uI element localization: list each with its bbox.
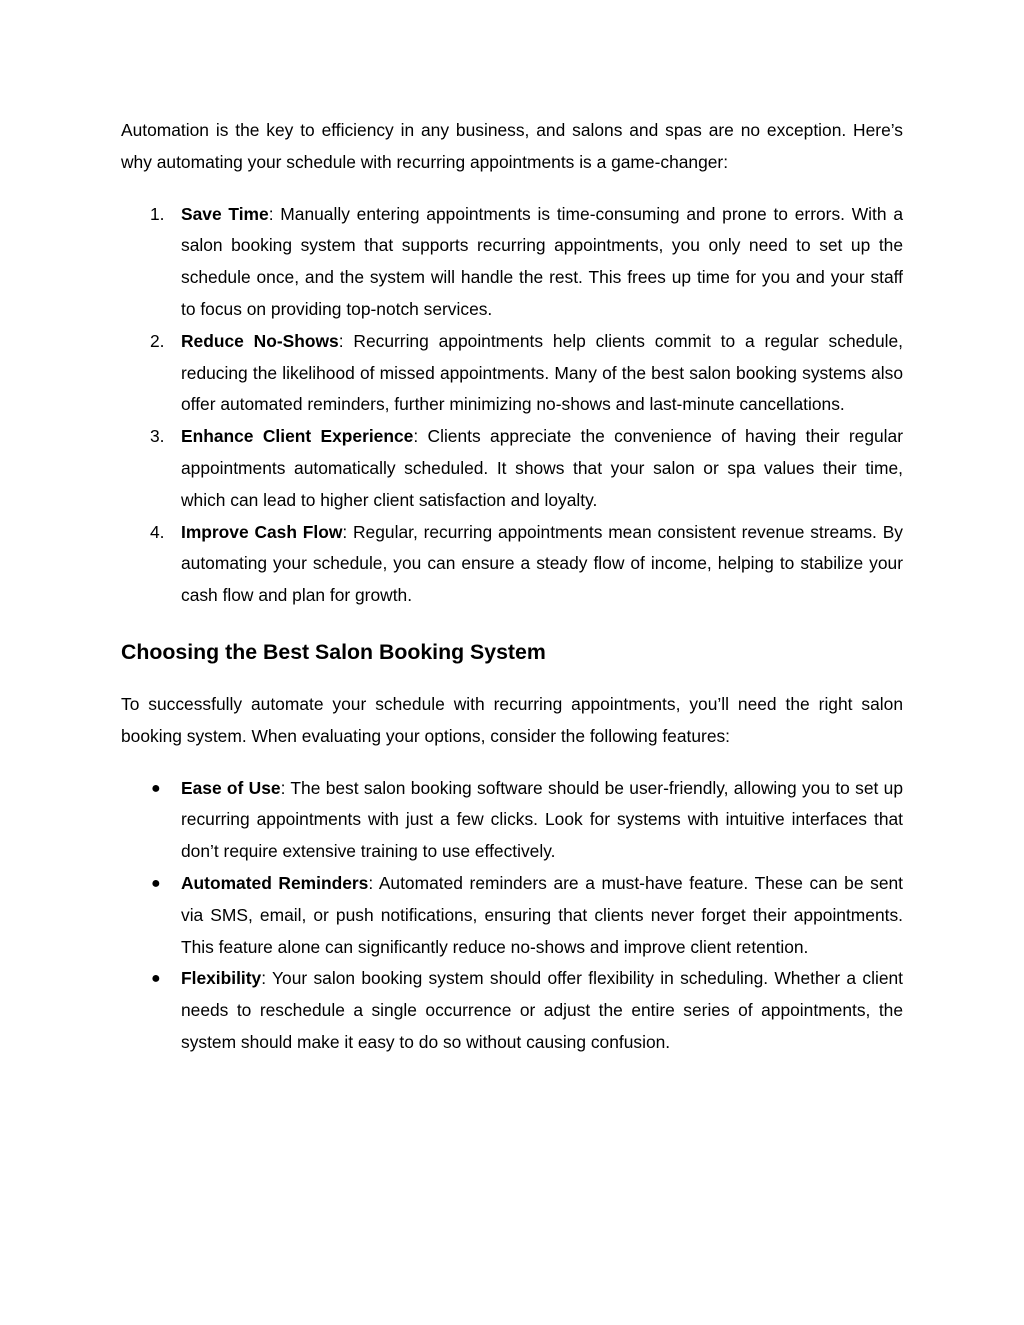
feature-title: Flexibility — [181, 968, 262, 989]
intro-paragraph: Automation is the key to efficiency in any business, and salons and spas are no exception. Here’s why automating your schedule with recurring appointments is a game-changer: — [121, 120, 903, 172]
feature-item — [121, 963, 903, 1058]
bullet-icon: ● — [151, 779, 161, 797]
feature-title: Automated Reminders — [181, 872, 369, 893]
feature-text: : Your salon booking system should offer flexibility in scheduling. Whether a client needs to reschedule a single occurrence or adjust the entire series of appointments, the system should make it easy to do so without causing confusion. — [181, 968, 903, 1052]
feature-text: : Automated reminders are a must-have feature. These can be sent via SMS, email, or push notifications, ensuring that clients never forget their appointments. This feature alone can significantly reduce no-shows and improve client retention. — [181, 872, 903, 957]
benefit-text: : Recurring appointments help clients commit to a regular schedule, reducing the likelihood of missed appointments. Many of the best salon booking systems also offer automated reminders, further minimizing no-shows and last-minute cancellations. — [181, 330, 903, 415]
benefits-list — [121, 199, 903, 612]
list-number: 2. — [150, 330, 165, 351]
section-heading: Choosing the Best Salon Booking System — [121, 639, 546, 664]
bullet-icon: ● — [151, 874, 161, 892]
benefit-title: Save Time — [181, 203, 269, 224]
list-number: 1. — [150, 203, 165, 224]
list-number: 4. — [150, 521, 165, 542]
benefit-item — [121, 421, 903, 516]
benefit-title: Reduce No-Shows — [181, 330, 339, 351]
features-list — [121, 773, 903, 1059]
feature-title: Ease of Use — [181, 777, 281, 798]
feature-item — [121, 868, 903, 963]
benefit-title: Enhance Client Experience — [181, 426, 414, 447]
benefit-text: : Regular, recurring appointments mean consistent revenue streams. By automating your schedule, you can ensure a steady flow of income, helping to stabilize your cash flow and plan for growth. — [181, 521, 903, 606]
document-page — [121, 115, 903, 1059]
benefit-text: : Manually entering appointments is time-consuming and prone to errors. With a salon booking system that supports recurring appointments, you only need to set up the schedule once, and the system will handle the rest. This frees up time for you and your staff to focus on providing top-notch services. — [181, 203, 903, 319]
benefit-item — [121, 199, 903, 326]
feature-item — [121, 773, 903, 868]
section-intro-paragraph: To successfully automate your schedule with recurring appointments, you’ll need the right salon booking system. When evaluating your options, consider the following features: — [121, 693, 903, 746]
benefit-item — [121, 326, 903, 421]
benefit-text: : Clients appreciate the convenience of having their regular appointments automatically scheduled. It shows that your salon or spa values their time, which can lead to higher client satisfaction and loyalty. — [181, 426, 903, 510]
benefit-title: Improve Cash Flow — [181, 521, 343, 542]
list-number: 3. — [150, 426, 165, 447]
feature-text: : The best salon booking software should be user-friendly, allowing you to set up recurring appointments with just a few clicks. Look for systems with intuitive interfaces that don’t require extensive training to use effectively. — [181, 777, 903, 862]
bullet-icon: ● — [151, 970, 161, 988]
benefit-item — [121, 517, 903, 612]
